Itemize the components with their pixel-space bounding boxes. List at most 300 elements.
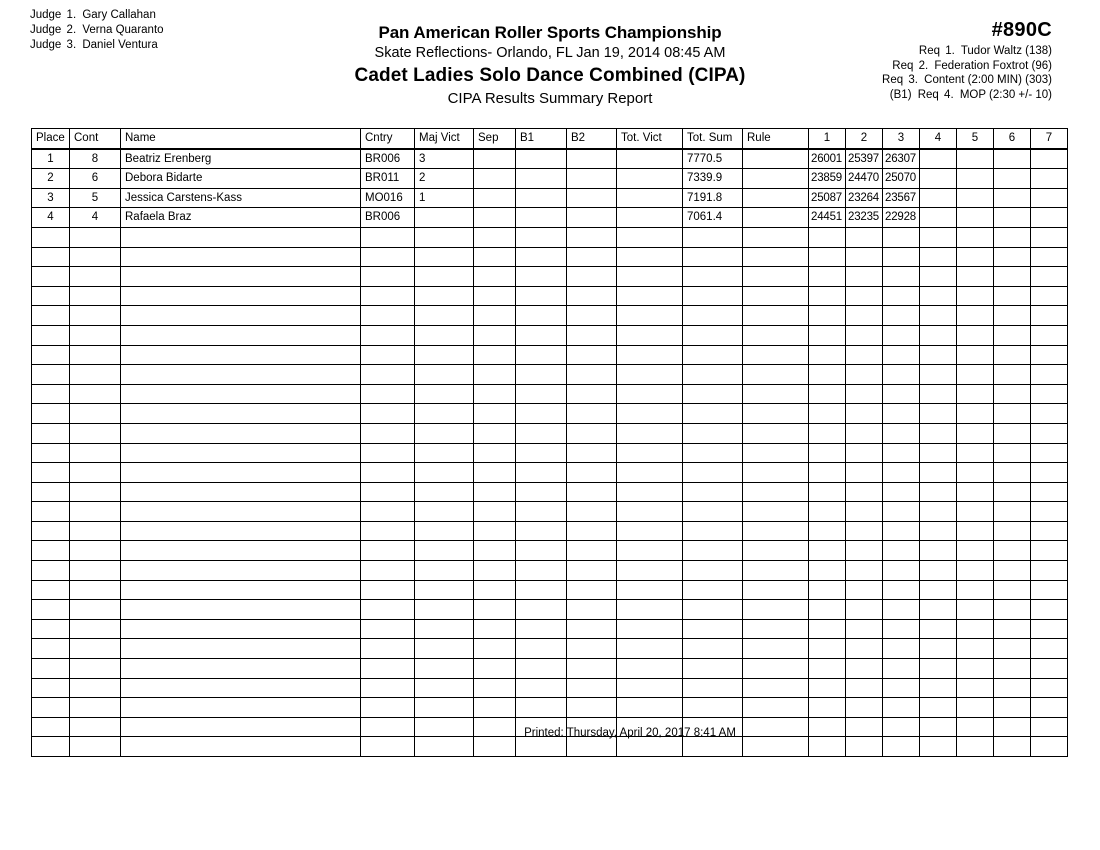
cell-j5	[957, 345, 994, 365]
table-row-empty	[32, 600, 1068, 620]
cell-j4	[920, 286, 957, 306]
cell-j5	[957, 404, 994, 424]
cell-totv	[617, 227, 683, 247]
cell-place	[32, 267, 70, 287]
cell-j6	[994, 698, 1031, 718]
requirement-number: 4.	[944, 88, 954, 101]
cell-b2	[567, 227, 617, 247]
cell-place	[32, 482, 70, 502]
cell-b1	[516, 247, 567, 267]
cell-tots	[683, 541, 743, 561]
cell-place	[32, 659, 70, 679]
cell-name	[121, 678, 361, 698]
cell-cntry	[361, 580, 415, 600]
cell-j5	[957, 639, 994, 659]
cell-maj	[415, 423, 474, 443]
cell-j5	[957, 737, 994, 757]
cell-j1	[809, 600, 846, 620]
cell-cont	[70, 306, 121, 326]
cell-b2	[567, 423, 617, 443]
cell-j7	[1031, 502, 1068, 522]
cell-j4	[920, 306, 957, 326]
requirement-label: Req	[892, 59, 914, 72]
cell-b2	[567, 482, 617, 502]
judge-name: Daniel Ventura	[82, 39, 158, 52]
cell-rule	[743, 698, 809, 718]
cell-name	[121, 600, 361, 620]
column-header-j7: 7	[1031, 129, 1068, 149]
cell-j3	[883, 561, 920, 581]
cell-totv	[617, 463, 683, 483]
cell-totv	[617, 423, 683, 443]
cell-tots	[683, 482, 743, 502]
table-row-empty	[32, 737, 1068, 757]
cell-j1	[809, 325, 846, 345]
cell-j7	[1031, 482, 1068, 502]
cell-j5	[957, 678, 994, 698]
cell-j6	[994, 325, 1031, 345]
cell-b2	[567, 306, 617, 326]
table-row-empty	[32, 561, 1068, 581]
cell-tots: 7191.8	[683, 188, 743, 208]
cell-b2	[567, 521, 617, 541]
cell-cont	[70, 404, 121, 424]
cell-cont	[70, 659, 121, 679]
cell-j2	[846, 267, 883, 287]
cell-j3	[883, 502, 920, 522]
cell-maj	[415, 443, 474, 463]
cell-place	[32, 463, 70, 483]
cell-j2	[846, 600, 883, 620]
cell-j5	[957, 169, 994, 189]
cell-totv	[617, 365, 683, 385]
cell-place	[32, 384, 70, 404]
cell-j5	[957, 600, 994, 620]
cell-j2	[846, 580, 883, 600]
cell-tots	[683, 521, 743, 541]
cell-place	[32, 639, 70, 659]
cell-j2	[846, 325, 883, 345]
cell-j5	[957, 482, 994, 502]
cell-j2	[846, 639, 883, 659]
cell-place	[32, 365, 70, 385]
cell-cont	[70, 267, 121, 287]
cell-j2	[846, 561, 883, 581]
cell-cont: 4	[70, 208, 121, 228]
cell-cont	[70, 482, 121, 502]
cell-j4	[920, 208, 957, 228]
requirement-label: Req	[882, 74, 904, 87]
table-row-empty	[32, 286, 1068, 306]
cell-j2	[846, 306, 883, 326]
requirement-entry	[879, 59, 1052, 74]
cell-name: Rafaela Braz	[121, 208, 361, 228]
cell-rule	[743, 443, 809, 463]
cell-place	[32, 541, 70, 561]
cell-j6	[994, 365, 1031, 385]
cell-tots: 7061.4	[683, 208, 743, 228]
cell-totv	[617, 345, 683, 365]
column-header-tots: Tot. Sum	[683, 129, 743, 149]
cell-tots	[683, 365, 743, 385]
cell-j1	[809, 286, 846, 306]
cell-name	[121, 580, 361, 600]
cell-maj	[415, 482, 474, 502]
column-header-name: Name	[121, 129, 361, 149]
requirement-entry	[879, 73, 1052, 88]
cell-j6	[994, 580, 1031, 600]
cell-j5	[957, 267, 994, 287]
cell-name	[121, 482, 361, 502]
cell-j2: 25397	[846, 149, 883, 169]
table-row-empty	[32, 267, 1068, 287]
cell-j2	[846, 384, 883, 404]
cell-cont	[70, 521, 121, 541]
cell-j6	[994, 267, 1031, 287]
column-header-j5: 5	[957, 129, 994, 149]
cell-j3	[883, 482, 920, 502]
cell-cont	[70, 619, 121, 639]
cell-b2	[567, 659, 617, 679]
report-subtitle: CIPA Results Summary Report	[447, 90, 653, 107]
cell-j5	[957, 188, 994, 208]
cell-j1	[809, 345, 846, 365]
cell-totv	[617, 639, 683, 659]
cell-tots	[683, 580, 743, 600]
cell-j3	[883, 404, 920, 424]
cell-cntry: BR006	[361, 208, 415, 228]
cell-maj	[415, 365, 474, 385]
cell-b1	[516, 521, 567, 541]
cell-rule	[743, 521, 809, 541]
cell-j5	[957, 619, 994, 639]
cell-j3	[883, 247, 920, 267]
cell-rule	[743, 737, 809, 757]
judge-label: Judge	[30, 9, 62, 21]
results-table-container	[31, 128, 1068, 757]
cell-maj: 3	[415, 149, 474, 169]
cell-j3	[883, 345, 920, 365]
cell-j6	[994, 247, 1031, 267]
cell-j5	[957, 365, 994, 385]
cell-j6	[994, 208, 1031, 228]
cell-sep	[474, 463, 516, 483]
column-header-j2: 2	[846, 129, 883, 149]
cell-j6	[994, 188, 1031, 208]
cell-j1	[809, 698, 846, 718]
cell-j3	[883, 286, 920, 306]
cell-j7	[1031, 149, 1068, 169]
cell-j5	[957, 423, 994, 443]
table-row-empty	[32, 247, 1068, 267]
cell-cntry: MO016	[361, 188, 415, 208]
column-header-cont: Cont	[70, 129, 121, 149]
cell-maj	[415, 580, 474, 600]
cell-j5	[957, 561, 994, 581]
cell-j4	[920, 227, 957, 247]
cell-cont	[70, 600, 121, 620]
table-row-empty	[32, 541, 1068, 561]
cell-b2	[567, 443, 617, 463]
cell-j3	[883, 541, 920, 561]
cell-j4	[920, 639, 957, 659]
cell-j5	[957, 521, 994, 541]
cell-cntry: BR011	[361, 169, 415, 189]
cell-rule	[743, 580, 809, 600]
cell-j3	[883, 659, 920, 679]
cell-b2	[567, 208, 617, 228]
cell-j5	[957, 306, 994, 326]
cell-place	[32, 423, 70, 443]
cell-b1	[516, 325, 567, 345]
cell-j4	[920, 365, 957, 385]
table-row-empty	[32, 463, 1068, 483]
cell-rule	[743, 365, 809, 385]
cell-totv	[617, 678, 683, 698]
column-header-maj: Maj Vict	[415, 129, 474, 149]
cell-rule	[743, 502, 809, 522]
table-row-empty	[32, 227, 1068, 247]
cell-j4	[920, 247, 957, 267]
cell-tots	[683, 306, 743, 326]
cell-j4	[920, 482, 957, 502]
cell-cont	[70, 698, 121, 718]
cell-j6	[994, 521, 1031, 541]
cell-maj	[415, 639, 474, 659]
cell-tots: 7770.5	[683, 149, 743, 169]
cell-j1: 25087	[809, 188, 846, 208]
cell-j4	[920, 580, 957, 600]
cell-j4	[920, 188, 957, 208]
requirements-panel	[879, 18, 1052, 102]
cell-j1	[809, 502, 846, 522]
cell-maj	[415, 384, 474, 404]
cell-j1	[809, 384, 846, 404]
cell-b1	[516, 188, 567, 208]
cell-b1	[516, 502, 567, 522]
cell-totv	[617, 208, 683, 228]
cell-j7	[1031, 404, 1068, 424]
cell-j6	[994, 169, 1031, 189]
cell-j3	[883, 306, 920, 326]
cell-maj	[415, 306, 474, 326]
cell-j1	[809, 404, 846, 424]
table-row[interactable]	[32, 149, 1068, 169]
cell-j5	[957, 443, 994, 463]
cell-b2	[567, 600, 617, 620]
cell-name	[121, 698, 361, 718]
cell-cntry	[361, 365, 415, 385]
cell-b2	[567, 169, 617, 189]
table-row-empty	[32, 580, 1068, 600]
cell-rule	[743, 286, 809, 306]
report-header	[0, 0, 1100, 118]
cell-cont	[70, 247, 121, 267]
cell-tots	[683, 659, 743, 679]
column-header-place: Place	[32, 129, 70, 149]
cell-j7	[1031, 659, 1068, 679]
cell-j3: 22928	[883, 208, 920, 228]
cell-b2	[567, 737, 617, 757]
cell-j2	[846, 502, 883, 522]
cell-cont	[70, 580, 121, 600]
judge-number: 2.	[66, 24, 77, 37]
cell-cntry	[361, 619, 415, 639]
cell-b1	[516, 306, 567, 326]
cell-tots	[683, 267, 743, 287]
table-row[interactable]	[32, 188, 1068, 208]
cell-b1	[516, 345, 567, 365]
cell-j7	[1031, 541, 1068, 561]
cell-tots: 7339.9	[683, 169, 743, 189]
cell-sep	[474, 443, 516, 463]
cell-b2	[567, 639, 617, 659]
cell-j5	[957, 698, 994, 718]
cell-place	[32, 737, 70, 757]
cell-maj	[415, 286, 474, 306]
cell-totv	[617, 325, 683, 345]
column-header-j4: 4	[920, 129, 957, 149]
cell-maj	[415, 698, 474, 718]
cell-j7	[1031, 561, 1068, 581]
cell-j7	[1031, 678, 1068, 698]
cell-cntry	[361, 286, 415, 306]
cell-rule	[743, 404, 809, 424]
cell-sep	[474, 208, 516, 228]
cell-maj	[415, 325, 474, 345]
cell-b1	[516, 227, 567, 247]
cell-name: Beatriz Erenberg	[121, 149, 361, 169]
cell-rule	[743, 423, 809, 443]
cell-totv	[617, 659, 683, 679]
cell-sep	[474, 306, 516, 326]
cell-j4	[920, 659, 957, 679]
cell-totv	[617, 188, 683, 208]
cell-j6	[994, 737, 1031, 757]
cell-j1	[809, 443, 846, 463]
cell-j5	[957, 463, 994, 483]
cell-rule	[743, 482, 809, 502]
cell-j6	[994, 600, 1031, 620]
cell-maj	[415, 502, 474, 522]
cell-j3	[883, 521, 920, 541]
cell-sep	[474, 737, 516, 757]
cell-j1	[809, 561, 846, 581]
cell-maj	[415, 345, 474, 365]
table-row[interactable]	[32, 208, 1068, 228]
requirement-label: Req	[918, 45, 941, 57]
cell-name	[121, 561, 361, 581]
cell-cntry	[361, 345, 415, 365]
cell-maj	[415, 600, 474, 620]
cell-totv	[617, 149, 683, 169]
cell-cntry	[361, 267, 415, 287]
cell-j1: 23859	[809, 169, 846, 189]
cell-b2	[567, 286, 617, 306]
cell-b1	[516, 169, 567, 189]
cell-cntry	[361, 600, 415, 620]
cell-b2	[567, 247, 617, 267]
cell-j7	[1031, 267, 1068, 287]
table-row[interactable]	[32, 169, 1068, 189]
cell-cntry	[361, 678, 415, 698]
cell-j4	[920, 423, 957, 443]
cell-j7	[1031, 325, 1068, 345]
cell-j1	[809, 227, 846, 247]
cell-cntry	[361, 502, 415, 522]
cell-maj	[415, 541, 474, 561]
cell-b1	[516, 619, 567, 639]
cell-maj	[415, 561, 474, 581]
cell-j5	[957, 580, 994, 600]
cell-maj	[415, 521, 474, 541]
cell-tots	[683, 345, 743, 365]
cell-b2	[567, 149, 617, 169]
requirement-number: 3.	[908, 74, 918, 87]
cell-place	[32, 404, 70, 424]
cell-j6	[994, 227, 1031, 247]
column-header-sep: Sep	[474, 129, 516, 149]
cell-j7	[1031, 169, 1068, 189]
cell-rule	[743, 384, 809, 404]
cell-j4	[920, 384, 957, 404]
cell-b1	[516, 423, 567, 443]
cell-j2	[846, 443, 883, 463]
cell-j2	[846, 463, 883, 483]
cell-cntry	[361, 698, 415, 718]
requirement-entry	[879, 44, 1052, 59]
cell-totv	[617, 541, 683, 561]
cell-b2	[567, 384, 617, 404]
cell-name	[121, 286, 361, 306]
cell-j2	[846, 247, 883, 267]
cell-b2	[567, 698, 617, 718]
cell-j4	[920, 600, 957, 620]
cell-j4	[920, 345, 957, 365]
cell-j7	[1031, 306, 1068, 326]
cell-j5	[957, 541, 994, 561]
cell-totv	[617, 169, 683, 189]
cell-name	[121, 502, 361, 522]
results-table-header	[32, 129, 1068, 149]
cell-totv	[617, 482, 683, 502]
cell-j3	[883, 423, 920, 443]
cell-b1	[516, 208, 567, 228]
cell-name	[121, 267, 361, 287]
cell-cont: 5	[70, 188, 121, 208]
cell-cntry	[361, 306, 415, 326]
cell-cont	[70, 541, 121, 561]
cell-j6	[994, 659, 1031, 679]
cell-tots	[683, 561, 743, 581]
cell-j6	[994, 149, 1031, 169]
cell-j1	[809, 463, 846, 483]
table-row-empty	[32, 404, 1068, 424]
table-row-empty	[32, 306, 1068, 326]
cell-rule	[743, 619, 809, 639]
cell-j7	[1031, 737, 1068, 757]
cell-cont	[70, 325, 121, 345]
cell-tots	[683, 384, 743, 404]
cell-j7	[1031, 639, 1068, 659]
cell-j4	[920, 463, 957, 483]
cell-maj	[415, 737, 474, 757]
column-header-j1: 1	[809, 129, 846, 149]
cell-totv	[617, 286, 683, 306]
cell-cont	[70, 423, 121, 443]
cell-j2	[846, 737, 883, 757]
cell-j3	[883, 639, 920, 659]
